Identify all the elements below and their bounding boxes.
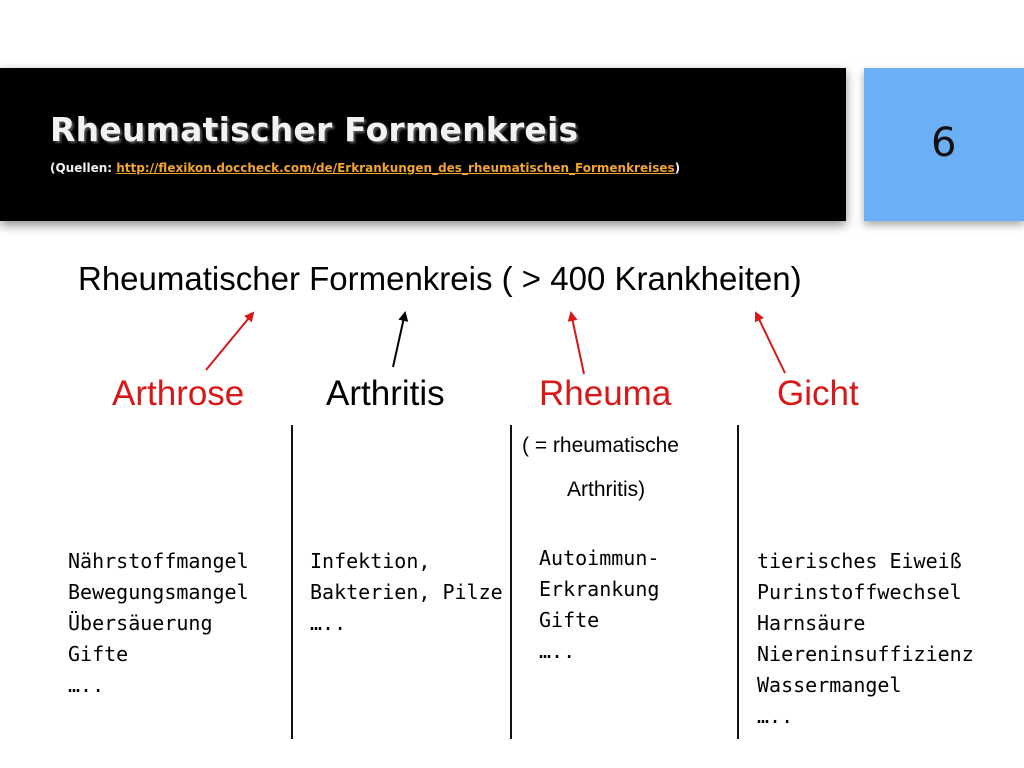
list-item: Gifte [539, 608, 600, 632]
list-item: tierisches Eiweiß [757, 549, 962, 573]
sources-suffix: ) [674, 161, 681, 175]
category-rheuma: Rheuma [539, 374, 672, 413]
category-gicht: Gicht [777, 374, 859, 413]
divider-1 [291, 425, 293, 739]
list-item: Infektion, [310, 549, 431, 573]
causes-arthritis [310, 546, 503, 639]
causes-gicht [757, 546, 974, 732]
causes-arthrose [68, 546, 249, 701]
list-item: ….. [68, 673, 105, 697]
slide-number: 6 [931, 120, 957, 166]
list-item: Bewegungsmangel [68, 580, 249, 604]
category-arthritis: Arthritis [326, 374, 445, 413]
sources-prefix: (Quellen: [50, 161, 117, 175]
main-heading: Rheumatischer Formenkreis ( > 400 Krankheiten) [78, 260, 802, 297]
slide-title: Rheumatischer Formenkreis [50, 110, 579, 149]
category-arthrose: Arthrose [112, 374, 245, 413]
list-item: Autoimmun- [539, 546, 660, 570]
list-item: ….. [310, 611, 347, 635]
list-item: ….. [757, 704, 794, 728]
list-item: Purinstoffwechsel [757, 580, 962, 604]
list-item: Gifte [68, 642, 129, 666]
sources-link[interactable]: http://flexikon.doccheck.com/de/Erkrankungen_des_rheumatischen_Formenkreises [116, 161, 675, 175]
list-item: Übersäuerung [68, 611, 213, 635]
divider-3 [737, 425, 739, 739]
list-item: Niereninsuffizienz [757, 642, 974, 666]
list-item: Erkrankung [539, 577, 660, 601]
divider-2 [510, 425, 512, 739]
rheuma-note-line2: Arthritis) [567, 478, 646, 501]
list-item: ….. [539, 639, 576, 663]
causes-rheuma [539, 543, 659, 667]
list-item: Wassermangel [757, 673, 902, 697]
list-item: Bakterien, Pilze [310, 580, 503, 604]
list-item: Harnsäure [757, 611, 866, 635]
arrow-arthritis [393, 313, 405, 367]
arrow-rheuma [571, 313, 584, 374]
rheuma-note-line1: ( = rheumatische [522, 434, 679, 457]
list-item: Nährstoffmangel [68, 549, 249, 573]
arrow-gicht [756, 313, 785, 373]
arrow-arthrose [206, 313, 253, 370]
